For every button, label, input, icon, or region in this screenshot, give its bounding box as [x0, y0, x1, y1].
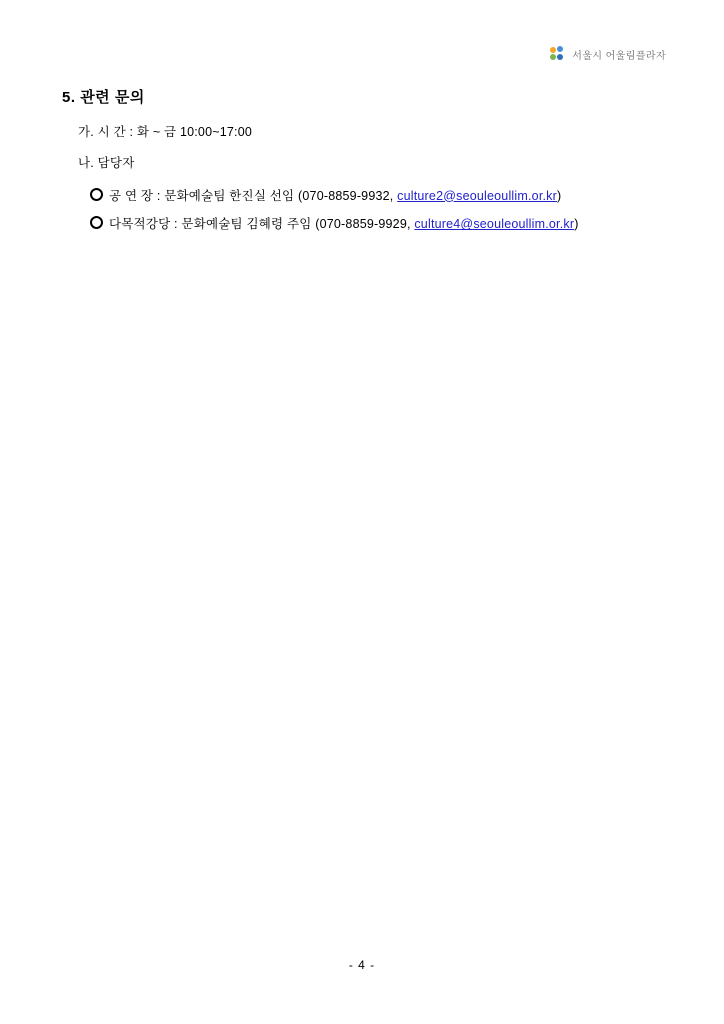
contact-team: 문화예술팀 김혜령 주임 [181, 217, 312, 232]
section-number: 5. [62, 89, 76, 106]
page-number: - 4 - [348, 958, 376, 972]
contact-place: 다목적강당 : [109, 217, 178, 232]
list-item-text: 시 간 : 화 ~ 금 10:00~17:00 [97, 124, 253, 139]
list-item-marker: 가. [78, 124, 94, 139]
contact-close-paren: ) [556, 188, 562, 203]
contact-close-paren: ) [574, 217, 579, 232]
bullet-icon [90, 216, 103, 229]
list-item-marker: 나. [78, 156, 94, 170]
contact-row [62, 187, 666, 206]
logo-text: 서울시 어울림플라자 [572, 50, 666, 62]
contact-phone: 070-8859-9929, [319, 217, 411, 232]
contact-place: 공 연 장 : [109, 188, 161, 203]
contact-email-link[interactable]: culture4@seouleoullim.or.kr [414, 217, 575, 232]
list-item [62, 124, 666, 142]
contact-team: 문화예술팀 한진실 선임 [164, 188, 295, 203]
page-title [62, 88, 666, 108]
contact-phone: 070-8859-9932, [302, 188, 394, 203]
document-body [62, 88, 666, 244]
list-item [62, 155, 666, 173]
contact-open-paren: ( [298, 188, 303, 203]
section-title: 관련 문의 [80, 89, 145, 106]
contact-open-paren: ( [315, 217, 320, 232]
contact-row [62, 215, 666, 234]
bullet-icon [90, 188, 103, 201]
seoul-eoullim-logo-icon [550, 46, 566, 62]
contact-email-link[interactable]: culture2@seouleoullim.or.kr [397, 188, 557, 203]
header-logo [550, 46, 666, 62]
list-item-text: 담당자 [97, 156, 135, 170]
